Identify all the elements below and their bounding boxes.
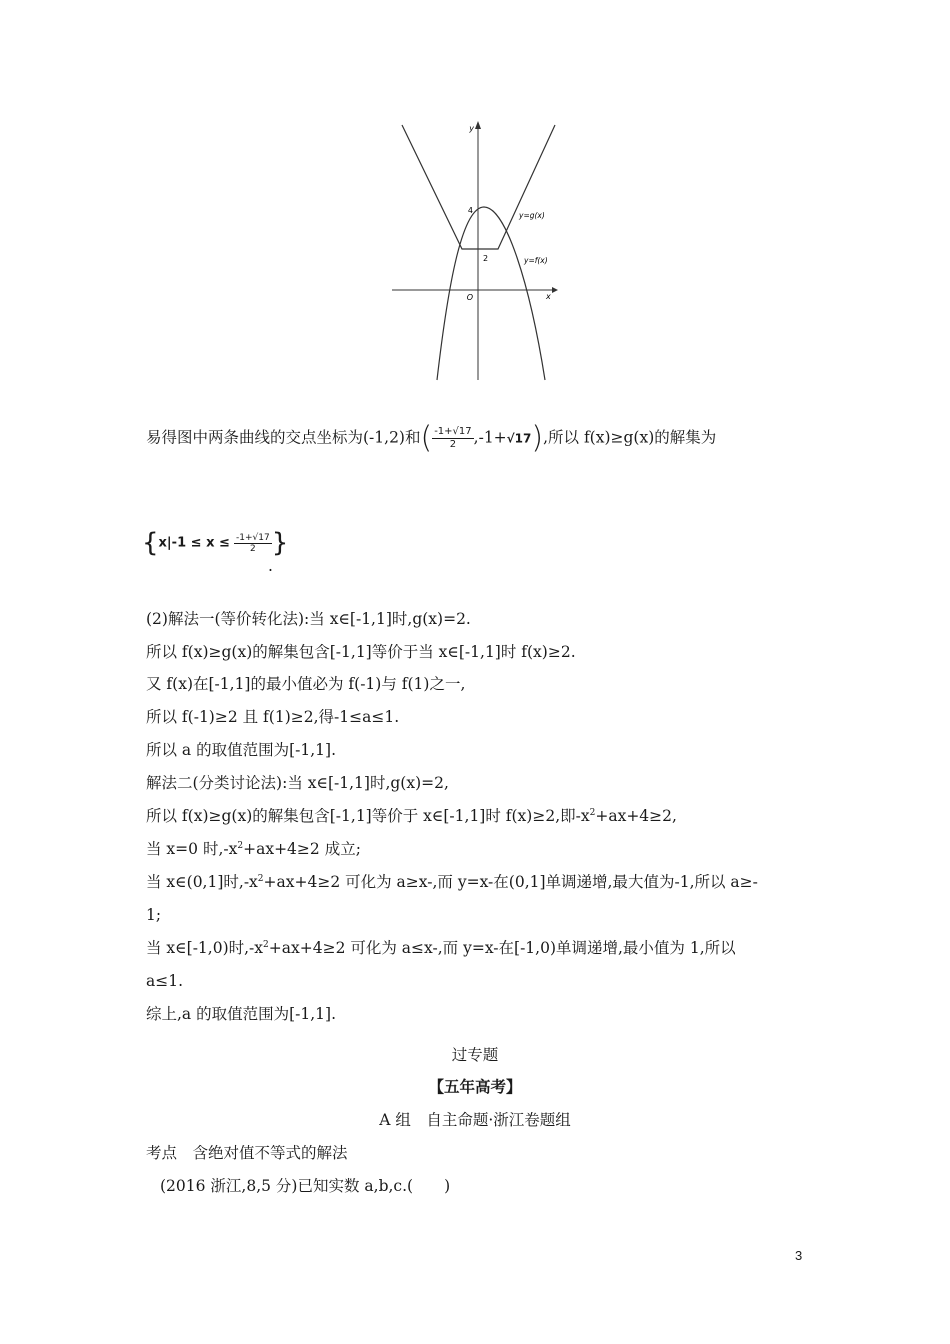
solution-line-8 xyxy=(146,839,361,859)
solution-line-1: (2)解法一(等价转化法):当 x∈[-1,1]时,g(x)=2. xyxy=(146,610,471,628)
x-axis-label: x xyxy=(546,292,551,301)
solution-line-3: 又 f(x)在[-1,1]的最小值必为 f(-1)与 f(1)之一, xyxy=(146,675,466,693)
y-axis-label: y xyxy=(469,124,474,133)
solution-fraction xyxy=(234,533,272,554)
y-axis-arrow xyxy=(475,121,481,129)
solution-line-9 xyxy=(146,872,758,892)
section-heading-group-a: A 组 自主命题·浙江卷题组 xyxy=(379,1111,571,1129)
solution-line-6: 解法二(分类讨论法):当 x∈[-1,1]时,g(x)=2, xyxy=(146,774,449,792)
intersection-mid: ,-1+ xyxy=(473,428,507,447)
solution-set-text: x|-1 ≤ x ≤ xyxy=(158,535,230,551)
line7-part-a: 所以 f(x)≥g(x)的解集包含[-1,1]等价于 x∈[-1,1]时 f(x)≥2,即-x xyxy=(146,807,590,825)
intersection-sentence xyxy=(146,420,717,456)
solution-line-7 xyxy=(146,806,677,826)
solution-line-5: 所以 a 的取值范围为[-1,1]. xyxy=(146,741,337,759)
line8-part-a: 当 x=0 时,-x xyxy=(146,840,238,858)
solution-set-period: . xyxy=(268,557,273,575)
intersection-suffix: ,所以 f(x)≥g(x)的解集为 xyxy=(543,428,717,447)
g-label: y=g(x) xyxy=(519,211,545,220)
f-curve xyxy=(437,207,545,380)
right-paren: ) xyxy=(531,420,544,456)
x-axis-arrow xyxy=(552,287,558,293)
solution-line-12: a≤1. xyxy=(146,972,184,990)
left-paren: ( xyxy=(420,420,433,456)
line11-part-b: +ax+4≥2 可化为 a≤x-,而 y=x-在[-1,0)单调递增,最小值为 1,所以 xyxy=(268,939,736,957)
solution-set xyxy=(142,528,288,558)
fraction-numerator: -1+√17 xyxy=(434,426,472,437)
fraction-denominator: 2 xyxy=(432,438,473,451)
section-heading-five-years: 【五年高考】 xyxy=(428,1077,522,1096)
solution-line-2: 所以 f(x)≥g(x)的解集包含[-1,1]等价于当 x∈[-1,1]时 f(x)≥2. xyxy=(146,643,576,661)
intersection-prefix: 易得图中两条曲线的交点坐标为(-1,2)和 xyxy=(146,428,421,447)
solution-line-10: 1; xyxy=(146,906,162,924)
tick-4-label: 4 xyxy=(467,206,473,215)
section-heading-guozhuanti: 过专题 xyxy=(451,1046,499,1064)
intersection-fraction xyxy=(432,426,473,451)
f-label: y=f(x) xyxy=(524,256,548,265)
right-brace: } xyxy=(271,528,289,558)
kaodian-line: 考点 含绝对值不等式的解法 xyxy=(146,1144,348,1162)
line11-superscript: 2 xyxy=(263,940,269,950)
page-number: 3 xyxy=(795,1248,803,1263)
line11-part-a: 当 x∈[-1,0)时,-x xyxy=(146,939,264,957)
solution-line-11 xyxy=(146,938,736,958)
tick-2-label: 2 xyxy=(483,254,489,263)
solution-line-4: 所以 f(-1)≥2 且 f(1)≥2,得-1≤a≤1. xyxy=(146,708,400,726)
solution-line-13: 综上,a 的取值范围为[-1,1]. xyxy=(146,1005,337,1023)
line8-part-b: +ax+4≥2 成立; xyxy=(243,840,361,858)
line7-superscript: 2 xyxy=(589,808,596,818)
line9-part-a: 当 x∈(0,1]时,-x xyxy=(146,873,258,891)
line8-superscript: 2 xyxy=(237,841,244,851)
line7-part-b: +ax+4≥2, xyxy=(595,807,677,825)
solution-fraction-denominator: 2 xyxy=(234,543,272,554)
sqrt-17: √17 xyxy=(506,431,532,446)
function-graph-figure xyxy=(380,115,570,385)
solution-fraction-numerator: -1+√17 xyxy=(236,532,270,543)
line9-part-b: +ax+4≥2 可化为 a≥x-,而 y=x-在(0,1]单调递增,最大值为-1,所以 a≥- xyxy=(263,873,758,891)
left-brace: { xyxy=(142,528,159,558)
line9-superscript: 2 xyxy=(257,874,264,884)
question-line: (2016 浙江,8,5 分)已知实数 a,b,c.( ) xyxy=(160,1177,451,1195)
origin-label: O xyxy=(466,293,473,302)
